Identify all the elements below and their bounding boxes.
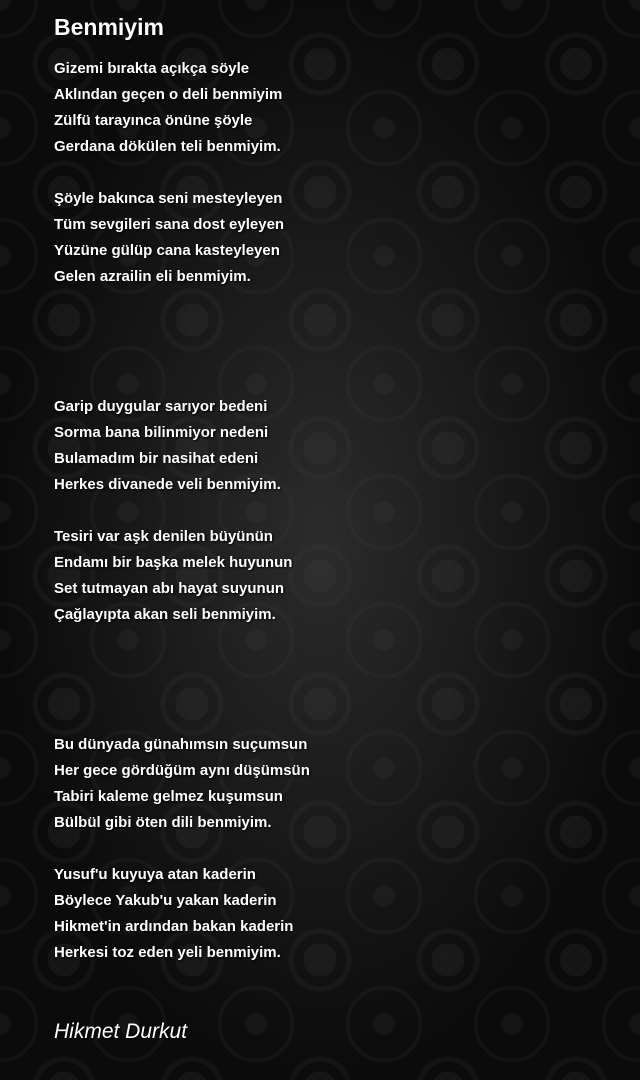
poem-line: Böylece Yakub'u yakan kaderin	[54, 892, 277, 909]
stanza-4	[54, 524, 614, 628]
poem-line: Her gece gördüğüm aynı düşümsün	[54, 762, 310, 779]
poem-line: Sorma bana bilinmiyor nedeni	[54, 424, 269, 441]
poem-line: Herkesi toz eden yeli benmiyim.	[54, 944, 281, 961]
poem-line: Gerdana dökülen teli benmiyim.	[54, 138, 281, 155]
author-name: Hikmet Durkut	[54, 1020, 188, 1043]
poem-line: Şöyle bakınca seni mesteyleyen	[54, 190, 283, 207]
poem-line: Yusuf'u kuyuya atan kaderin	[54, 866, 256, 883]
poem-line: Bulamadım bir nasihat edeni	[54, 450, 259, 467]
stanza-spacer	[54, 836, 614, 862]
poem-line: Bülbül gibi öten dili benmiyim.	[54, 814, 272, 831]
poem-line: Set tutmayan abı hayat suyunun	[54, 580, 285, 597]
poem-line: Tüm sevgileri sana dost eyleyen	[54, 216, 285, 233]
stanza-2	[54, 186, 614, 290]
poem-line: Garip duygular sarıyor bedeni	[54, 398, 268, 415]
poem-line: Herkes divanede veli benmiyim.	[54, 476, 281, 493]
poem-line: Aklından geçen o deli benmiyim	[54, 86, 283, 103]
poem-title: Benmiyim	[54, 14, 164, 40]
poem-line: Tesiri var aşk denilen büyünün	[54, 528, 273, 545]
poem-line: Gizemi bırakta açıkça söyle	[54, 60, 250, 77]
poem-line: Endamı bir başka melek huyunun	[54, 554, 293, 571]
stanza-1	[54, 56, 614, 160]
poem-line: Hikmet'in ardından bakan kaderin	[54, 918, 294, 935]
poem-line: Zülfü tarayınca önüne şöyle	[54, 112, 253, 129]
stanza-spacer	[54, 498, 614, 524]
poem-line: Bu dünyada günahımsın suçumsun	[54, 736, 308, 753]
poem-line: Çağlayıpta akan seli benmiyim.	[54, 606, 276, 623]
section-spacer	[54, 628, 614, 732]
section-spacer	[54, 290, 614, 394]
stanza-5	[54, 732, 614, 836]
stanza-6	[54, 862, 614, 966]
stanza-3	[54, 394, 614, 498]
poem-line: Gelen azrailin eli benmiyim.	[54, 268, 251, 285]
poem-container	[54, 12, 614, 966]
stanza-spacer	[54, 160, 614, 186]
poem-line: Tabiri kaleme gelmez kuşumsun	[54, 788, 283, 805]
poem-line: Yüzüne gülüp cana kasteyleyen	[54, 242, 280, 259]
